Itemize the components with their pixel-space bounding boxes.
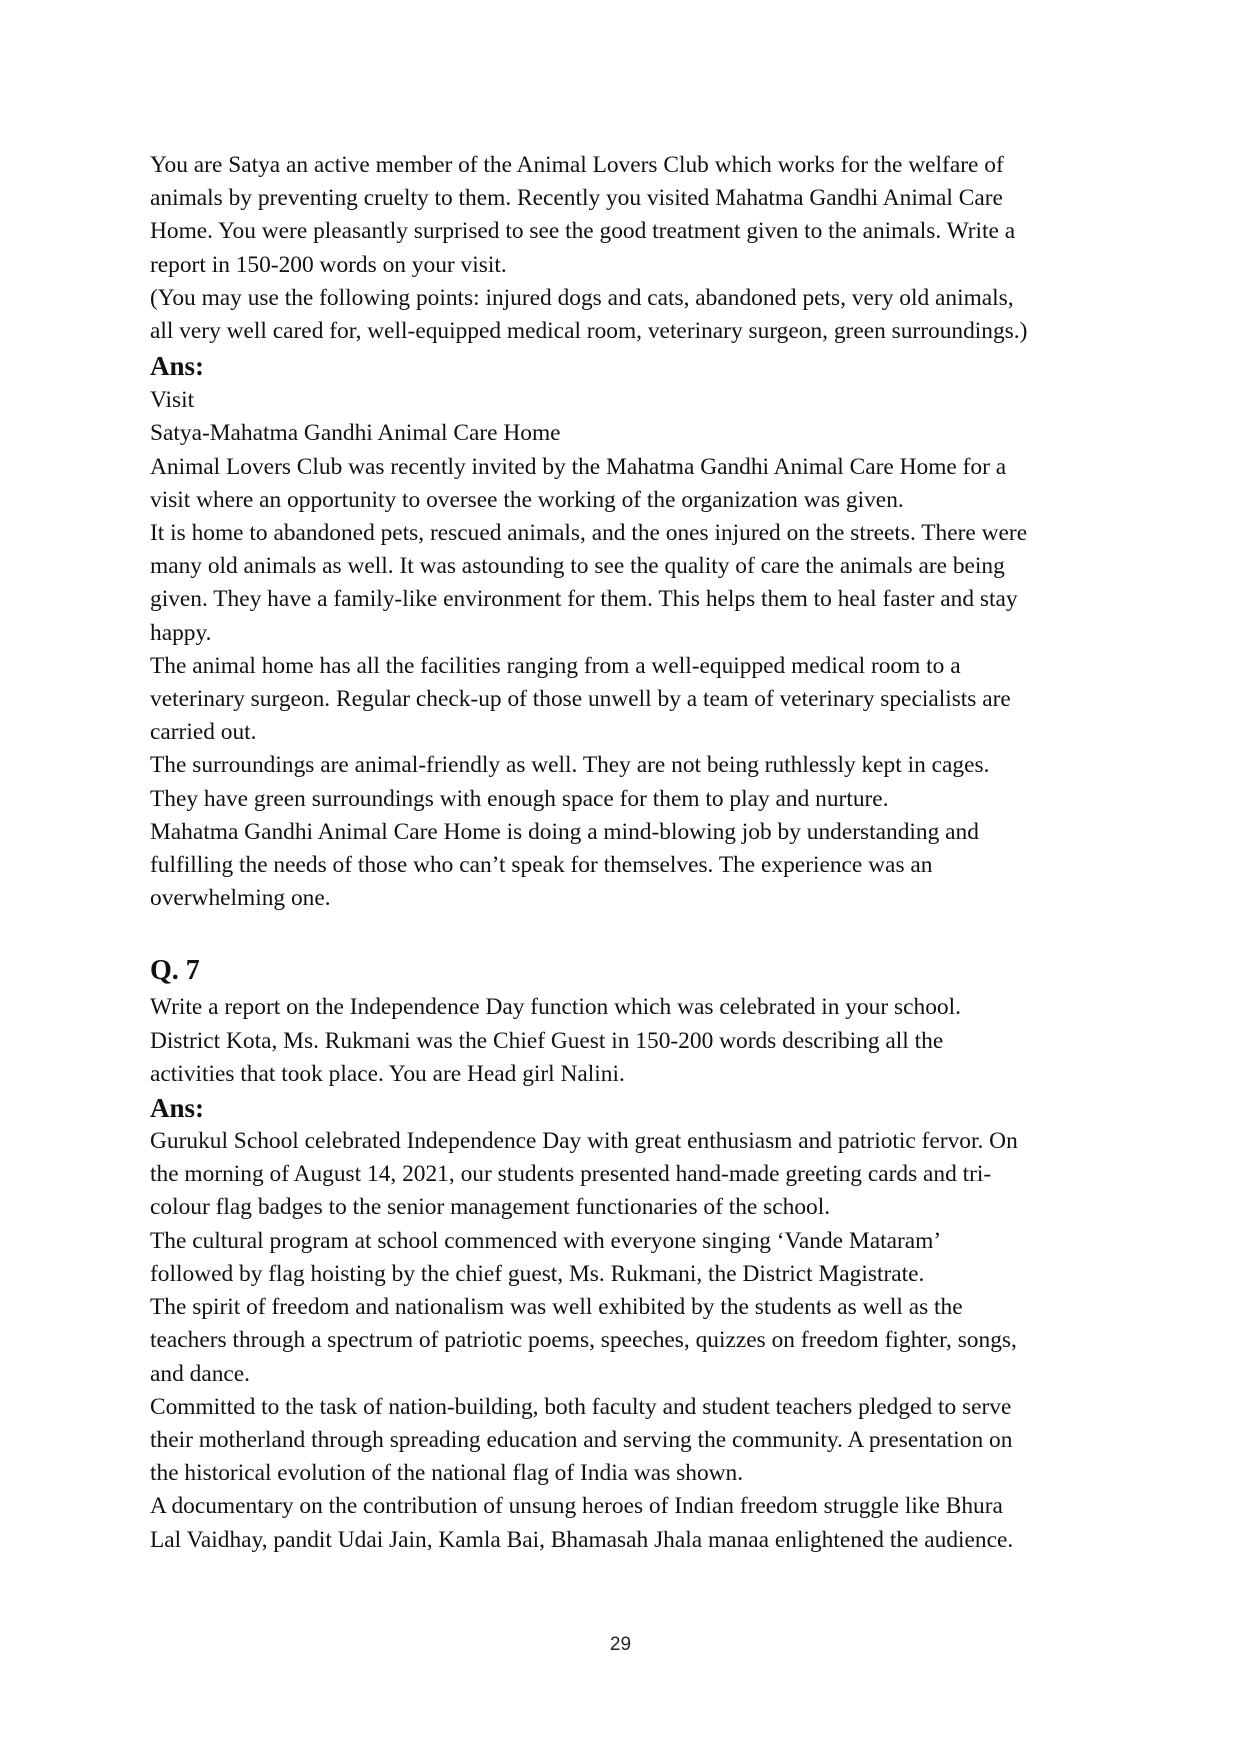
question-7-answer	[150, 1125, 1110, 1557]
text-line: many old animals as well. It was astounding to see the quality of care the animals are being	[150, 553, 1005, 580]
text-line: activities that took place. You are Head girl Nalini.	[150, 1060, 625, 1087]
text-line: the historical evolution of the national flag of India was shown.	[150, 1460, 744, 1487]
text-line: the morning of August 14, 2021, our students presented hand-made greeting cards and tri-	[150, 1161, 992, 1188]
text-line: their motherland through spreading education and serving the community. A presentation on	[150, 1426, 1013, 1453]
text-line: visit where an opportunity to oversee the working of the organization was given.	[150, 486, 904, 513]
text-line: report in 150-200 words on your visit.	[150, 251, 507, 278]
text-line: The surroundings are animal-friendly as well. They are not being ruthlessly kept in cages.	[150, 752, 990, 779]
text-line: followed by flag hoisting by the chief guest, Ms. Rukmani, the District Magistrate.	[150, 1260, 925, 1287]
text-line: overwhelming one.	[150, 885, 331, 912]
document-body	[150, 149, 1110, 1557]
text-line: Write a report on the Independence Day function which was celebrated in your school.	[150, 994, 961, 1021]
page-number: 29	[609, 1634, 632, 1655]
text-line: and dance.	[150, 1360, 251, 1387]
text-line: animals by preventing cruelty to them. Recently you visited Mahatma Gandhi Animal Care	[150, 185, 1003, 212]
text-line: Animal Lovers Club was recently invited by the Mahatma Gandhi Animal Care Home for a	[150, 453, 1007, 480]
text-line: They have green surroundings with enough space for them to play and nurture.	[150, 785, 889, 812]
question-7-label: Q. 7	[150, 955, 200, 987]
answer-heading: Ans:	[150, 351, 205, 382]
text-line: all very well cared for, well-equipped medical room, veterinary surgeon, green surroundings.)	[150, 318, 1028, 345]
text-line: It is home to abandoned pets, rescued animals, and the ones injured on the streets. There were	[150, 520, 1028, 547]
text-line: happy.	[150, 619, 212, 646]
text-line: You are Satya an active member of the Animal Lovers Club which works for the welfare of	[150, 152, 1004, 178]
text-line: carried out.	[150, 719, 257, 746]
text-line: (You may use the following points: injured dogs and cats, abandoned pets, very old animals,	[150, 284, 1014, 311]
text-line: The cultural program at school commenced with everyone singing ‘Vande Mataram’	[150, 1227, 942, 1254]
text-line: Visit	[150, 387, 195, 414]
text-line: Home. You were pleasantly surprised to see the good treatment given to the animals. Write a	[150, 218, 1016, 245]
text-line: Gurukul School celebrated Independence Day with great enthusiasm and patriotic fervor. On	[150, 1128, 1018, 1155]
question-6-prompt	[150, 149, 1110, 348]
text-line: Lal Vaidhay, pandit Udai Jain, Kamla Bai, Bhamasah Jhala manaa enlightened the audience.	[150, 1526, 1014, 1553]
text-line: given. They have a family-like environment for them. This helps them to heal faster and stay	[150, 586, 1018, 613]
answer-heading: Ans:	[150, 1093, 205, 1124]
text-line: A documentary on the contribution of unsung heroes of Indian freedom struggle like Bhura	[150, 1493, 1003, 1520]
question-6-answer	[150, 384, 1110, 915]
text-line: colour flag badges to the senior management functionaries of the school.	[150, 1194, 831, 1221]
text-line: Satya-Mahatma Gandhi Animal Care Home	[150, 420, 561, 447]
text-line: District Kota, Ms. Rukmani was the Chief Guest in 150-200 words describing all the	[150, 1027, 944, 1054]
text-line: The spirit of freedom and nationalism was well exhibited by the students as well as the	[150, 1294, 963, 1321]
text-line: fulfilling the needs of those who can’t speak for themselves. The experience was an	[150, 852, 933, 879]
text-line: teachers through a spectrum of patriotic poems, speeches, quizzes on freedom fighter, songs,	[150, 1327, 1017, 1354]
text-line: Mahatma Gandhi Animal Care Home is doing a mind-blowing job by understanding and	[150, 818, 979, 845]
text-line: The animal home has all the facilities ranging from a well-equipped medical room to a	[150, 652, 961, 679]
text-line: veterinary surgeon. Regular check-up of those unwell by a team of veterinary specialists are	[150, 686, 1011, 713]
text-line: Committed to the task of nation-building, both faculty and student teachers pledged to serve	[150, 1393, 1012, 1420]
question-7-prompt	[150, 991, 1110, 1091]
